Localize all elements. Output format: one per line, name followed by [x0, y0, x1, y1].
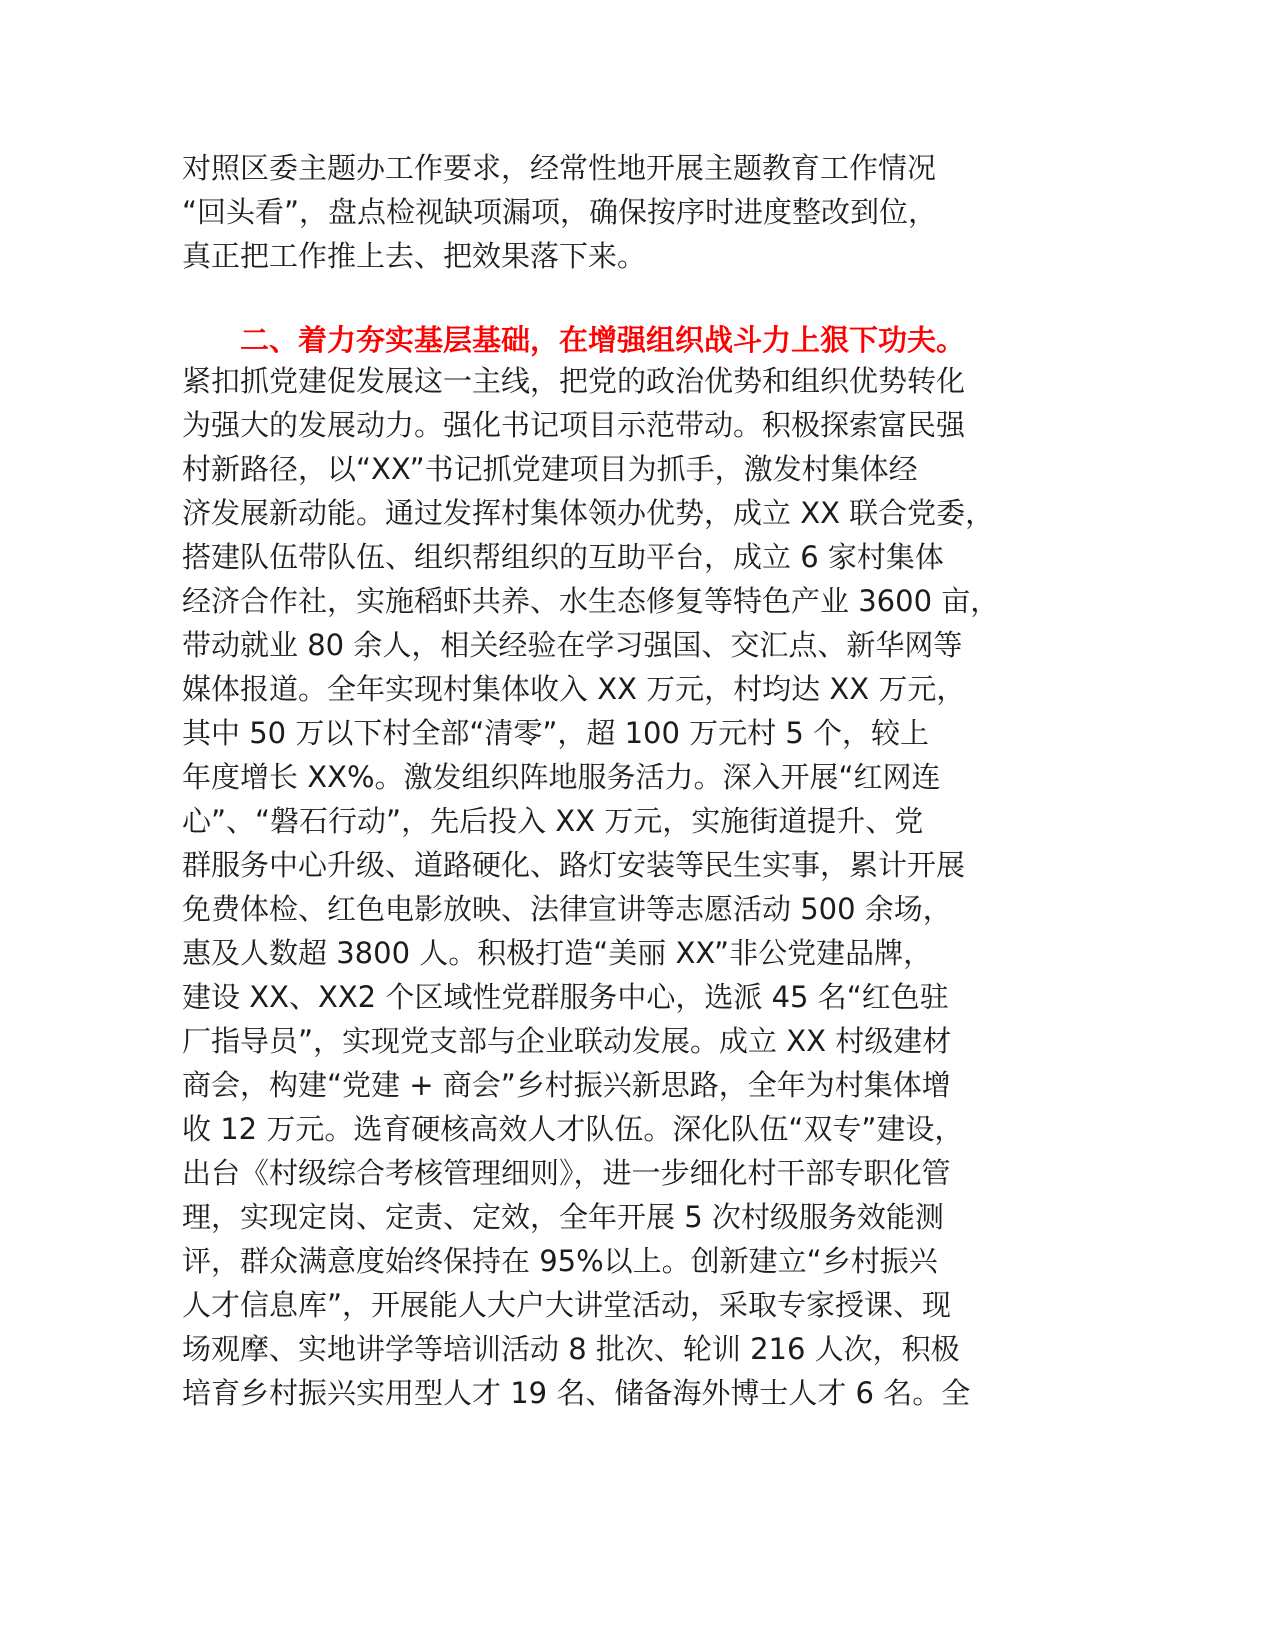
paragraph-line: 出台《村级综合考核管理细则》，进一步细化村干部专职化管: [182, 1156, 951, 1190]
paragraph-line: 理，实现定岗、定责、定效，全年开展 5 次村级服务效能测: [182, 1200, 944, 1234]
paragraph-line: 搭建队伍带队伍、组织帮组织的互助平台，成立 6 家村集体: [182, 540, 944, 574]
paragraph-line: 济发展新动能。通过发挥村集体领办优势，成立 XX 联合党委，: [182, 496, 995, 530]
paragraph-line: 带动就业 80 余人，相关经验在学习强国、交汇点、新华网等: [182, 628, 963, 662]
paragraph-line: 场观摩、实地讲学等培训活动 8 批次、轮训 216 人次，积极: [182, 1332, 960, 1366]
section-heading: 二、着力夯实基层基础，在增强组织战斗力上狠下功夫。: [240, 323, 966, 357]
paragraph-line: 村新路径，以“XX”书记抓党建项目为抓手，激发村集体经: [182, 452, 918, 486]
paragraph-line: 心”、“磐石行动”，先后投入 XX 万元，实施街道提升、党: [182, 804, 924, 838]
paragraph-line: 免费体检、红色电影放映、法律宣讲等志愿活动 500 余场，: [182, 892, 952, 926]
paragraph-line: 年度增长 XX%。激发组织阵地服务活力。深入开展“红网连: [182, 760, 941, 794]
paragraph-line: 商会，构建“党建 + 商会”乡村振兴新思路，全年为村集体增: [182, 1068, 951, 1102]
paragraph-line: 对照区委主题办工作要求，经常性地开展主题教育工作情况: [182, 151, 937, 185]
paragraph-line: 培育乡村振兴实用型人才 19 名、储备海外博士人才 6 名。全: [182, 1376, 971, 1410]
paragraph-line: 收 12 万元。选育硬核高效人才队伍。深化队伍“双专”建设，: [182, 1112, 964, 1146]
paragraph-line: 厂指导员”，实现党支部与企业联动发展。成立 XX 村级建材: [182, 1024, 952, 1058]
paragraph-line: 紧扣抓党建促发展这一主线，把党的政治优势和组织优势转化: [182, 364, 966, 398]
paragraph-line: 为强大的发展动力。强化书记项目示范带动。积极探索富民强: [182, 408, 966, 442]
paragraph-line: 评，群众满意度始终保持在 95%以上。创新建立“乡村振兴: [182, 1244, 938, 1278]
paragraph-line: 建设 XX、XX2 个区域性党群服务中心，选派 45 名“红色驻: [182, 980, 949, 1014]
paragraph-line: 真正把工作推上去、把效果落下来。: [182, 239, 647, 273]
paragraph-line: 媒体报道。全年实现村集体收入 XX 万元，村均达 XX 万元，: [182, 672, 966, 706]
paragraph-line: 群服务中心升级、道路硬化、路灯安装等民生实事，累计开展: [182, 848, 966, 882]
paragraph-line: 惠及人数超 3800 人。积极打造“美丽 XX”非公党建品牌，: [182, 936, 933, 970]
paragraph-line: “回头看”，盘点检视缺项漏项，确保按序时进度整改到位，: [182, 195, 938, 229]
paragraph-line: 其中 50 万以下村全部“清零”，超 100 万元村 5 个，较上: [182, 716, 930, 750]
paragraph-line: 经济合作社，实施稻虾共养、水生态修复等特色产业 3600 亩，: [182, 584, 1000, 618]
paragraph-line: 人才信息库”，开展能人大户大讲堂活动，采取专家授课、现: [182, 1288, 952, 1322]
